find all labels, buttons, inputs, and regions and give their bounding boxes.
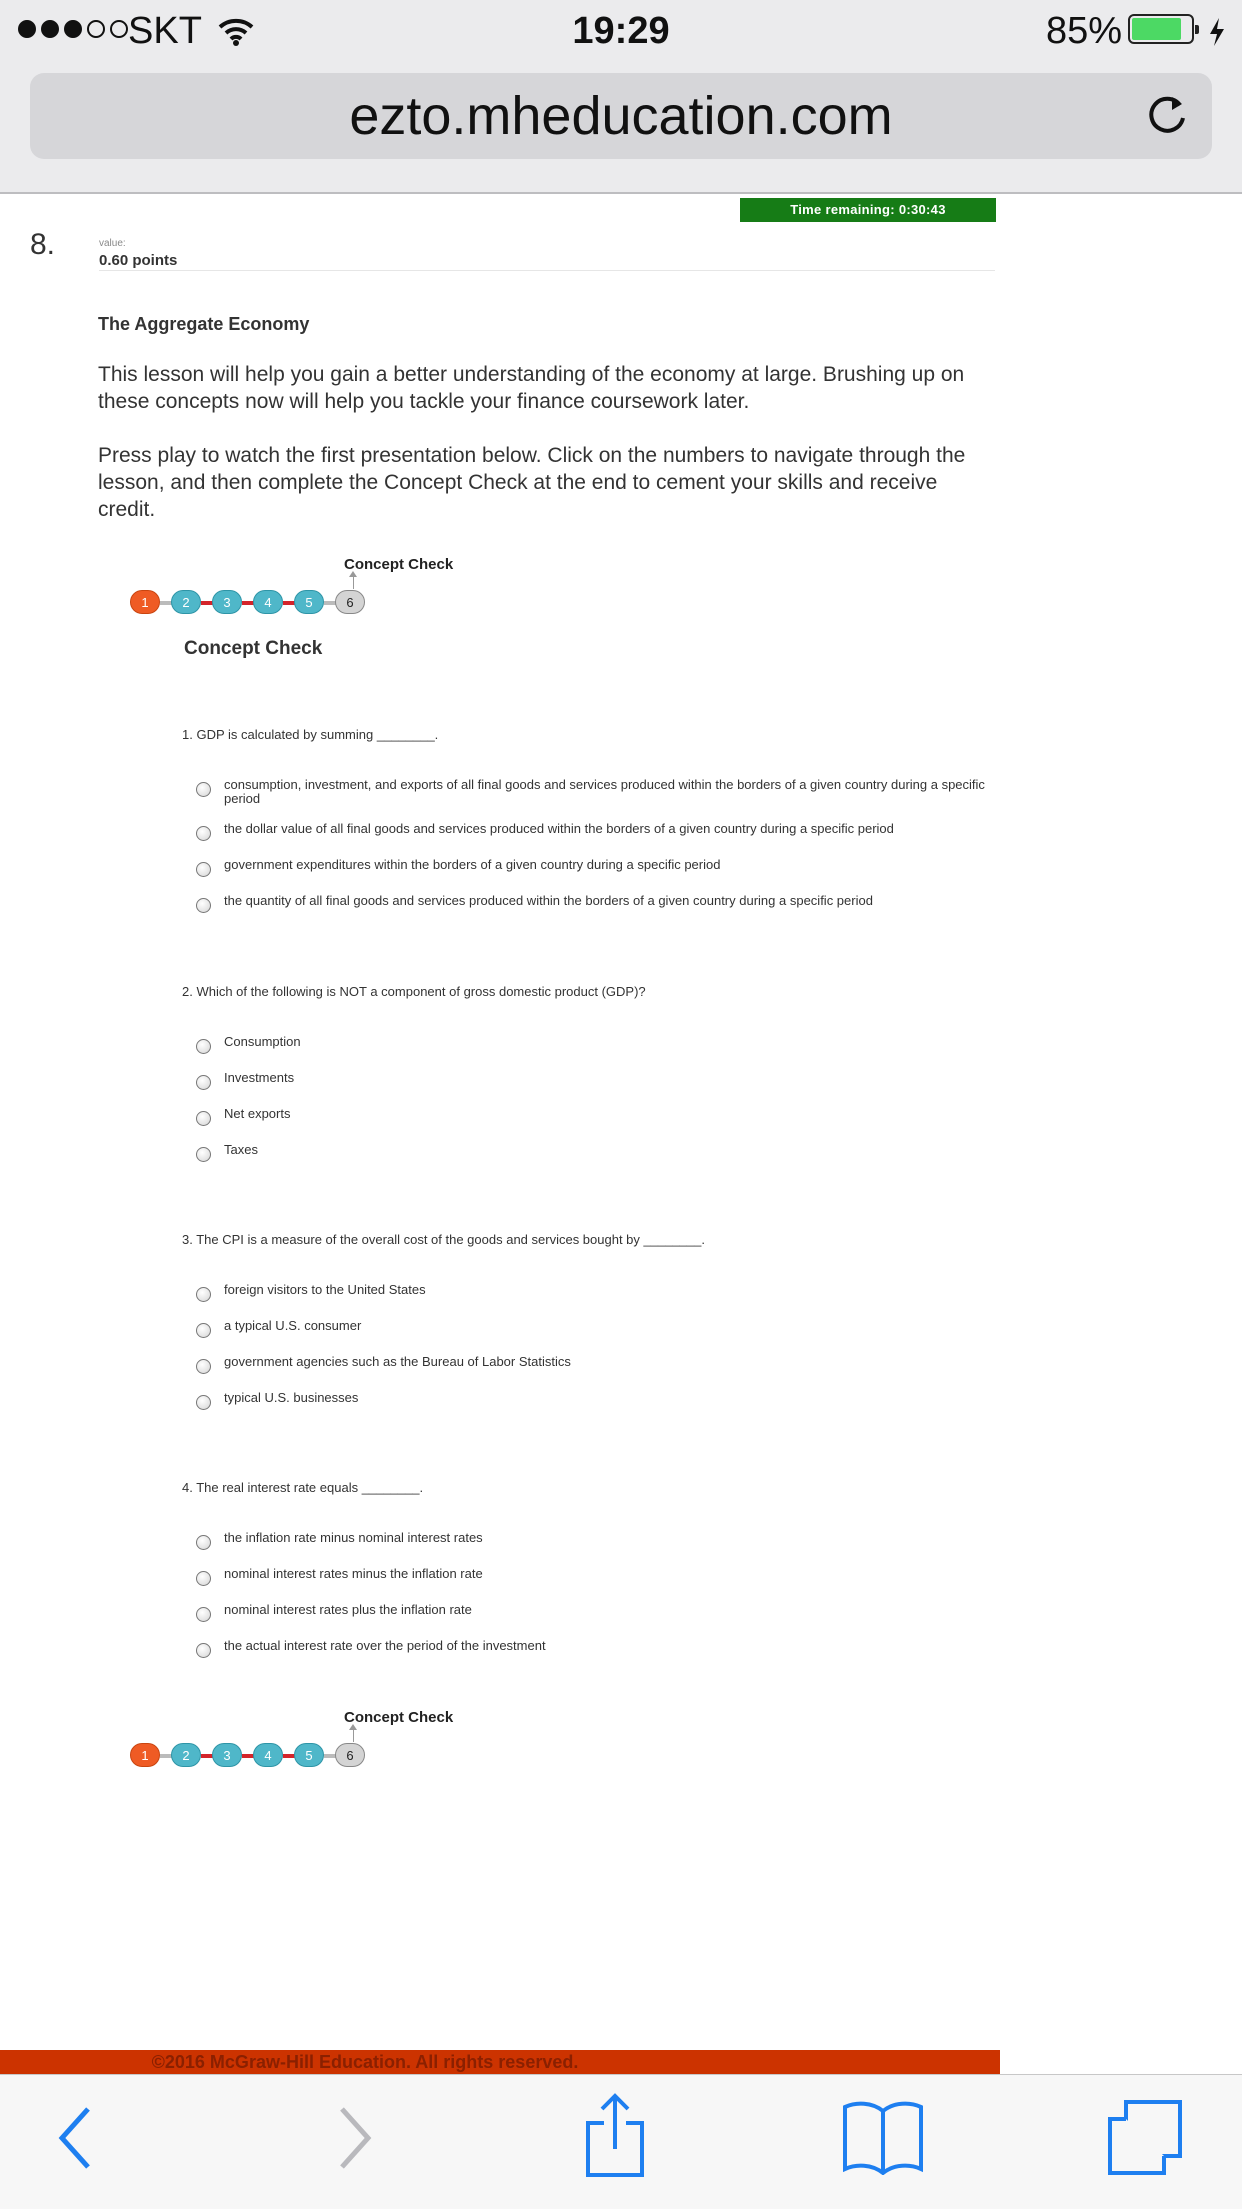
option-label: the actual interest rate over the period of the investment [224,1638,546,1653]
arrow-up-icon [353,573,354,589]
intro-paragraph-2: Press play to watch the first presentation below. Click on the numbers to navigate through the lesson, and then complete the Concept Check at the end to cement your skills and receive credit. [98,444,966,521]
step-navigation-top [130,556,454,610]
lesson-title: The Aggregate Economy [98,314,310,334]
step-4-button[interactable]: 4 [253,1743,283,1767]
quiz-page [0,194,1000,2044]
option-label: the quantity of all final goods and services produced within the borders of a given country during a specific period [224,893,873,908]
browser-chrome [0,0,1242,194]
address-bar[interactable] [30,73,1212,159]
radio-button[interactable] [196,1039,211,1054]
step-1-button[interactable]: 1 [130,1743,160,1767]
radio-button[interactable] [196,1323,211,1338]
radio-button[interactable] [196,1147,211,1162]
back-icon[interactable] [56,2103,96,2178]
step-3-button[interactable]: 3 [212,590,242,614]
bookmarks-icon[interactable] [842,2099,924,2180]
intro-paragraph-1: This lesson will help you gain a better understanding of the economy at large. Brushing up on these concepts now will help you tackle your finance coursework later. [98,363,965,413]
share-icon[interactable] [584,2093,646,2184]
option-label: a typical U.S. consumer [224,1318,362,1333]
option-label: Consumption [224,1034,301,1049]
step-6-button[interactable]: 6 [335,1743,365,1767]
step-3-button[interactable]: 3 [212,1743,242,1767]
radio-button[interactable] [196,1287,211,1302]
value-points: 0.60 points [99,252,178,269]
question-4-text: 4. The real interest rate equals ________. [182,1480,424,1495]
radio-button[interactable] [196,1395,211,1410]
radio-button[interactable] [196,1075,211,1090]
option-label: government expenditures within the borders of a given country during a specific period [224,857,721,872]
option-label: Taxes [224,1142,258,1157]
browser-toolbar [0,2074,1242,2209]
option-label: nominal interest rates minus the inflation rate [224,1566,483,1581]
battery-percent: 85% [1046,10,1123,52]
carrier-name: SKT [128,10,202,52]
forward-icon[interactable] [334,2103,374,2178]
radio-button[interactable] [196,826,211,841]
step-6-button[interactable]: 6 [335,590,365,614]
question-number: 8. [30,228,56,261]
option-label: consumption, investment, and exports of all final goods and services produced within the borders of a given country during a specific period [224,777,985,806]
concept-check-label: Concept Check [344,1709,454,1726]
url-text: ezto.mheducation.com [349,86,893,146]
step-1-button[interactable]: 1 [130,590,160,614]
question-3-text: 3. The CPI is a measure of the overall cost of the goods and services bought by ________. [182,1232,705,1247]
option-label: the inflation rate minus nominal interest rates [224,1530,483,1545]
radio-button[interactable] [196,1535,211,1550]
copyright-footer [0,2050,1000,2074]
value-label: value: [99,238,126,249]
radio-button[interactable] [196,862,211,877]
arrow-up-icon [353,1726,354,1742]
status-time: 19:29 [572,10,670,52]
step-5-button[interactable]: 5 [294,1743,324,1767]
radio-button[interactable] [196,898,211,913]
step-navigation-bottom [130,1709,454,1763]
copyright-text: ©2016 McGraw-Hill Education. All rights reserved. [151,2052,579,2072]
step-2-button[interactable]: 2 [171,1743,201,1767]
radio-button[interactable] [196,1111,211,1126]
question-2-text: 2. Which of the following is NOT a component of gross domestic product (GDP)? [182,984,646,999]
option-label: typical U.S. businesses [224,1390,359,1405]
option-label: foreign visitors to the United States [224,1282,426,1297]
divider [99,270,995,271]
concept-check-heading: Concept Check [184,638,323,659]
tabs-icon[interactable] [1106,2099,1184,2182]
step-2-button[interactable]: 2 [171,590,201,614]
radio-button[interactable] [196,1359,211,1374]
status-bar [0,8,1242,56]
option-label: nominal interest rates plus the inflation rate [224,1602,472,1617]
reload-icon[interactable] [1144,91,1190,142]
option-label: government agencies such as the Bureau of Labor Statistics [224,1354,571,1369]
question-1-text: 1. GDP is calculated by summing ________. [182,727,439,742]
radio-button[interactable] [196,1571,211,1586]
option-label: Net exports [224,1106,291,1121]
radio-button[interactable] [196,1643,211,1658]
step-5-button[interactable]: 5 [294,590,324,614]
radio-button[interactable] [196,1607,211,1622]
radio-button[interactable] [196,782,211,797]
charging-icon [1208,14,1226,57]
step-4-button[interactable]: 4 [253,590,283,614]
option-label: the dollar value of all final goods and services produced within the borders of a given country during a specific period [224,821,894,836]
time-remaining-banner: Time remaining: 0:30:43 [740,198,996,222]
option-label: Investments [224,1070,295,1085]
concept-check-label: Concept Check [344,556,454,573]
battery-icon [1128,14,1194,44]
